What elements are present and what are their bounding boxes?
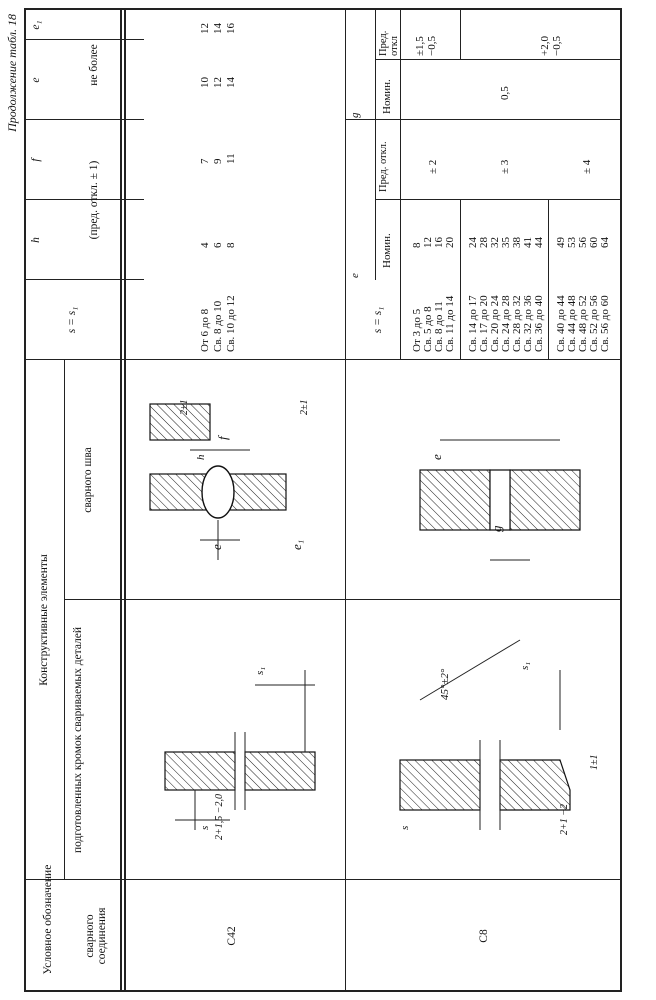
c8-range: Св. 56 до 60 — [599, 295, 611, 352]
c8-group-3-e-tol: ± 4 — [581, 159, 593, 174]
c8-label-e: e — [429, 454, 444, 460]
c8-range: Св. 28 до 32 — [511, 295, 523, 352]
c8-e-nom: 60 — [588, 237, 600, 248]
c8-g-tol-first: ±1,5 −0,5 — [414, 36, 438, 56]
c8-range: Св. 20 до 24 — [489, 295, 501, 352]
c42-e-value: 10 — [199, 77, 211, 88]
header-e1: e₁ — [30, 20, 42, 30]
c8-range: Св. 48 до 52 — [577, 295, 589, 352]
c8-label-g: g — [489, 525, 504, 532]
c8-header-pred: Пред. откл. — [378, 141, 389, 192]
c42-h-value: 4 — [199, 242, 211, 248]
c8-range: Св. 44 до 48 — [566, 295, 578, 352]
row-c42-code: С42 — [226, 926, 238, 946]
c42-e-value: 12 — [212, 77, 224, 88]
header-designation-sub: сварного соединения — [84, 907, 109, 965]
c8-label-s1: s₁ — [519, 661, 531, 670]
c8-g-nom: 0,5 — [499, 86, 511, 100]
c8-e-nom: 41 — [522, 237, 534, 248]
c8-group-2-e-tol: ± 3 — [499, 159, 511, 174]
c42-edges-sketch — [135, 630, 335, 850]
header-weld-seam: сварного шва — [82, 447, 94, 513]
header-prepared-edges: подготовленных кромок свариваемых деталей — [72, 626, 84, 854]
c8-e-nom: 49 — [555, 237, 567, 248]
c42-label-h: h — [195, 454, 207, 460]
c8-edges-sketch — [360, 620, 610, 850]
c42-label-dim1: 2±1 — [179, 399, 190, 415]
c8-e-nom: 16 — [433, 237, 445, 248]
c8-e-nom: 28 — [478, 237, 490, 248]
c8-e-nom: 24 — [467, 237, 479, 248]
c8-range: Св. 32 до 36 — [522, 295, 534, 352]
c42-label-s: s — [199, 825, 211, 830]
c42-e1-value: 14 — [212, 23, 224, 34]
c8-range: От 3 до 5 — [411, 308, 423, 352]
c42-f-value: 7 — [199, 158, 211, 164]
header-tolerance-note: (пред. откл. ± 1) — [88, 160, 100, 240]
c8-e-nom: 8 — [411, 242, 423, 248]
c8-header-nomin2: Номин. — [381, 79, 393, 114]
c8-e-nom: 38 — [511, 237, 523, 248]
c8-group-1-e-tol: ± 2 — [427, 159, 439, 174]
c42-h-value: 6 — [212, 242, 224, 248]
header-e: e — [30, 77, 42, 83]
c42-label-e: e — [209, 544, 224, 550]
c8-e-nom: 53 — [566, 237, 578, 248]
c42-label-dim2: 2±1 — [299, 399, 310, 415]
c8-header-s-s1: s = s₁ — [372, 306, 384, 334]
c8-e-nom: 32 — [489, 237, 501, 248]
header-h: h — [30, 237, 42, 243]
c8-label-angle: 45°±2° — [439, 668, 451, 700]
c8-range: Св. 40 до 44 — [555, 295, 567, 352]
c42-f-value: 11 — [225, 153, 237, 164]
c42-e1-value: 16 — [225, 23, 237, 34]
c8-label-root: 1±1 — [589, 754, 600, 770]
header-f: f — [30, 158, 42, 162]
c8-range: Св. 17 до 20 — [478, 295, 490, 352]
c8-header-e: e — [349, 273, 361, 278]
c8-label-s: s — [399, 825, 411, 830]
header-no-more: не более — [88, 44, 100, 86]
c8-header-nomin: Номин. — [381, 233, 393, 268]
c8-e-nom: 56 — [577, 237, 589, 248]
c42-label-e1: e₁ — [289, 539, 304, 550]
c8-range: Св. 11 до 14 — [444, 295, 456, 352]
c8-range: Св. 36 до 40 — [533, 295, 545, 352]
c8-e-nom: 20 — [444, 237, 456, 248]
c42-label-f: f — [215, 436, 230, 440]
c8-label-gap: 2+1 −2 — [559, 804, 570, 835]
c8-range: Св. 24 до 28 — [500, 295, 512, 352]
c42-e1-value: 12 — [199, 23, 211, 34]
c42-range: Св. 8 до 10 — [212, 300, 224, 352]
c8-range: Св. 5 до 8 — [422, 306, 434, 352]
c8-range: Св. 52 до 56 — [588, 295, 600, 352]
row-c8-code: С8 — [478, 929, 490, 943]
c42-range: Св. 10 до 12 — [225, 295, 237, 352]
c8-range: Св. 14 до 17 — [467, 295, 479, 352]
header-designation-top: Условное обозначение — [42, 864, 55, 975]
c8-weld-sketch — [360, 365, 610, 590]
c8-range: Св. 8 до 11 — [433, 301, 445, 352]
c8-e-nom: 35 — [500, 237, 512, 248]
page-caption: Продолжение табл. 18 — [5, 14, 19, 132]
header-constructive: Конструктивные элементы — [38, 554, 50, 686]
c8-header-pred2: Пред. откл — [378, 30, 401, 56]
c42-e-value: 14 — [225, 77, 237, 88]
header-designation — [30, 864, 66, 986]
c8-header-g: g — [349, 112, 361, 118]
header-s-s1: s = s₁ — [66, 306, 78, 334]
c8-e-nom: 64 — [599, 237, 611, 248]
c8-g-tol-rest: +2,0 −0,5 — [539, 36, 563, 56]
c42-label-gap: 2+1,5 −2,0 — [214, 794, 225, 840]
c8-e-nom: 44 — [533, 237, 545, 248]
c42-range: От 6 до 8 — [199, 308, 211, 352]
c42-h-value: 8 — [225, 242, 237, 248]
c8-e-nom: 12 — [422, 237, 434, 248]
c42-label-s1: s₁ — [254, 666, 266, 675]
c42-f-value: 9 — [212, 158, 224, 164]
